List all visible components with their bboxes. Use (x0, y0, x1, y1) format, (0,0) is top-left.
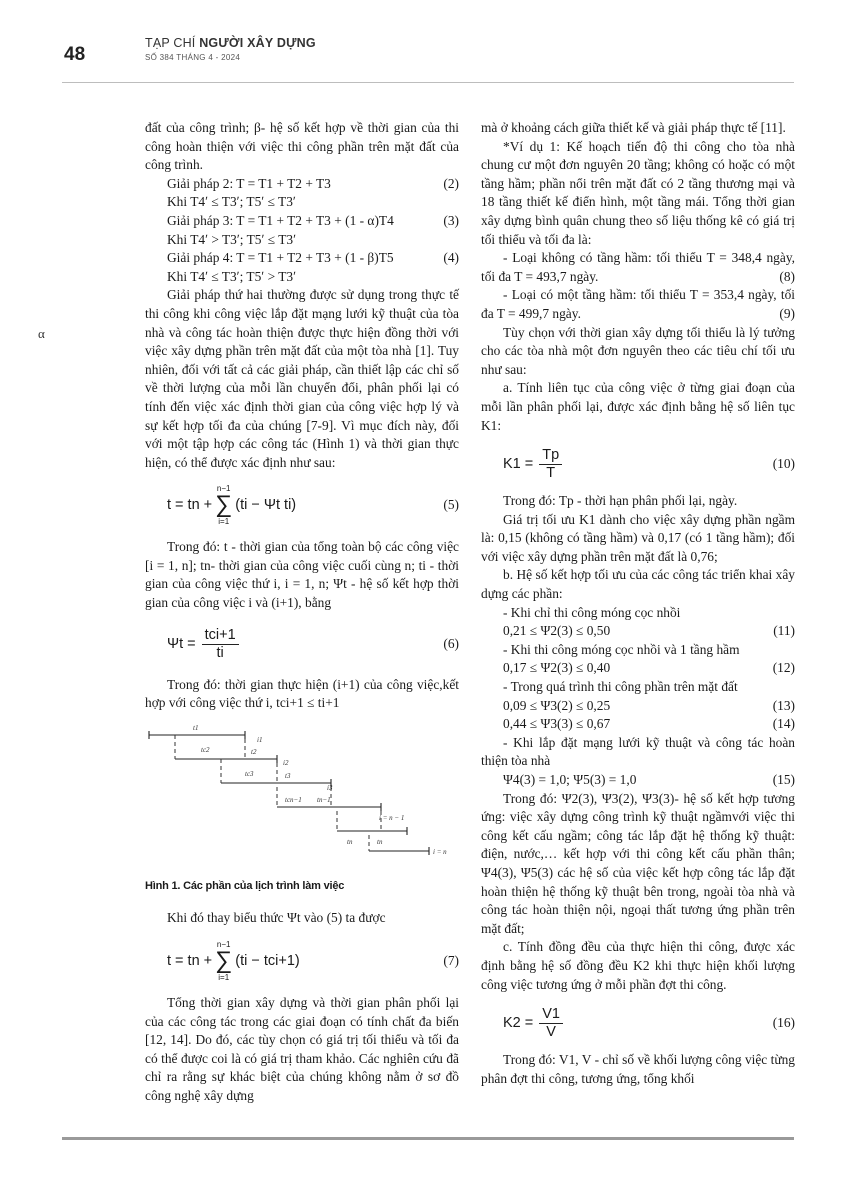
left-column (145, 119, 459, 1106)
left-p2: Giải pháp thứ hai thường được sử dụng trong thực tế thi công khi công việc lắp đặt mạng lưới kỹ thuật của tòa nhà và công tác hoàn thiện được thực hiện đồng thời với việc xây dựng phần trên mặt đất của một tòa nhà [1]. Tuy nhiên, đối với tất cả các giải pháp, cần thiết lập các chỉ số về thời lượng của mỗi lần chuyển đổi, phân phối lại có tính đến việc xác định thời gian của công việc hợp lý và sự kết hợp tối đa của chúng [7-9]. Vì mục đích này, đối với một tập hợp các công tác (Hình 1) và thời gian thực hiện, có thể được xác định như sau: (145, 287, 459, 470)
solution-2 (145, 175, 459, 194)
fraction (539, 447, 562, 482)
range-text: 0,17 ≤ Ψ2(3) ≤ 0,40 (503, 660, 611, 676)
eq-number: (8) (779, 268, 795, 284)
range-12 (481, 659, 795, 678)
eq7-lhs: t = tn + (167, 952, 213, 969)
fig-label: tc3 (245, 769, 254, 778)
margin-mark: α (38, 326, 45, 341)
solution-4-text: Giải pháp 4: T = T1 + T2 + T3 + (1 - β)T5 (167, 250, 394, 266)
eq-number: (9) (779, 305, 795, 321)
eq5-upper: n−1 (216, 484, 231, 494)
right-p4 (481, 286, 795, 323)
sum-symbol: n−1 ∑ i=1 (215, 484, 233, 527)
eq-number: (6) (443, 635, 459, 651)
page-number: 48 (64, 44, 86, 65)
solution-3 (145, 212, 459, 231)
eq-number: (7) (443, 952, 459, 968)
eq5-body: (ti − Ψt ti) (235, 496, 297, 513)
eq-number: (3) (443, 212, 459, 228)
solution-3-text: Giải pháp 3: T = T1 + T2 + T3 + (1 - α)T4 (167, 212, 394, 228)
eq6-lhs: Ψt = (167, 635, 196, 652)
right-p5: Tùy chọn với thời gian xây dựng tối thiểu là lý tưởng cho các tòa nhà một đơn nguyên theo các tiêu chí tối ưu như sau: (481, 324, 795, 377)
range-text: 0,21 ≤ Ψ2(3) ≤ 0,50 (503, 623, 611, 639)
eq-number: (16) (772, 1015, 795, 1031)
solution-2-text: Giải pháp 2: T = T1 + T2 + T3 (167, 175, 331, 191)
fraction (202, 627, 239, 662)
right-p14: Trong đó: Ψ2(3), Ψ3(2), Ψ3(3)- hệ số kết hợp tương ứng: việc xây dựng công trình kỹ thuật ngầmvới việc thi công kết cấu ngầm; công tác lắp đặt hệ thống kỹ thuật: điện, nước,… kết hợp với thi công kết cấu phần thân; Ψ4(3), Ψ5(3) các hệ số của việc kết hợp công tác lắp đặt hoàn thiện hệ thống kỹ thuật bên trong, ngoài tòa nhà và công tác hoàn thiện nội, ngoại thất tương ứng phần trên mặt đất; (481, 790, 795, 936)
figure-caption: Hình 1. Các phần của lịch trình làm việc (145, 879, 345, 892)
fig-label: t3 (285, 771, 291, 780)
range-11 (481, 622, 795, 641)
eq6-denominator: ti (216, 644, 224, 661)
eq7-lower: i=1 (218, 973, 230, 983)
right-p3 (481, 249, 795, 286)
left-p5: Khi đó thay biểu thức Ψt vào (5) ta được (167, 910, 386, 926)
header-rule (62, 82, 794, 83)
eq5-lhs: t = tn + (167, 496, 213, 513)
range-text: 0,09 ≤ Ψ3(2) ≤ 0,25 (503, 697, 611, 713)
solution-4-condition: Khi T4ʹ ≤ T3ʹ; T5ʹ > T3ʹ (167, 268, 297, 284)
eq10-lhs: K1 = (503, 456, 534, 473)
fig-label: i2 (283, 758, 289, 767)
solution-4 (145, 249, 459, 268)
equation-5 (145, 484, 459, 526)
eq-number: (12) (772, 660, 795, 676)
fig-label: t1 (193, 723, 199, 732)
solution-2-condition: Khi T4ʹ ≤ T3ʹ; T5ʹ ≤ T3ʹ (167, 194, 296, 210)
right-p16: Trong đó: V1, V - chỉ số về khối lượng công việc từng phân đợt thi công, tương ứng, tổng khối (481, 1052, 795, 1086)
right-p10: - Khi chỉ thi công móng cọc nhồi (503, 604, 681, 620)
fraction (539, 1006, 563, 1041)
right-p15: c. Tính đồng đều của thực hiện thi công, được xác định bằng hệ số đồng đều K2 khi thực hiện khối lượng công việc tương ứng ở mỗi phần đợt thi công. (481, 939, 795, 992)
eq7-upper: n−1 (216, 940, 231, 950)
fig-label: tn−1 (317, 795, 331, 804)
left-p6: Tổng thời gian xây dựng và thời gian phân phối lại của các công tác trong các giai đoạn có tính chất đa biến [12, 14]. Do đó, các tùy chọn có giá trị tối thiểu và tối đa có thể được coi là có giá trị tham khảo. Các nghiên cứu đã chỉ ra rằng sự khác biệt của chúng không nằm ở sơ đồ công nghệ xây dựng (145, 995, 459, 1103)
right-p11: - Khi thi công móng cọc nhồi và 1 tầng hầm (503, 641, 740, 657)
eq-number: (13) (772, 697, 795, 713)
fig-label: t2 (251, 747, 257, 756)
range-14 (481, 715, 795, 734)
fig-label: tn (377, 837, 383, 846)
journal-name: NGƯỜI XÂY DỰNG (199, 36, 316, 50)
journal-title (145, 36, 316, 50)
right-p7: Trong đó: Tp - thời hạn phân phối lại, ngày. (503, 493, 738, 509)
journal-prefix: TẠP CHÍ (145, 36, 196, 50)
eq-number: (2) (443, 175, 459, 191)
fig-label: i1 (257, 735, 263, 744)
footer-rule (62, 1137, 794, 1140)
eq16-lhs: K2 = (503, 1015, 534, 1032)
eq5-lower: i=1 (218, 517, 230, 527)
fig-label: i = n (433, 847, 447, 856)
right-p8: Giá trị tối ưu K1 dành cho việc xây dựng phần ngầm là: 0,15 (không có tầng hầm) và 0,17 (có 1 tầng hầm); đối với việc xây dựng phần trên mặt đất là 0,76; (481, 511, 795, 564)
eq-number: (10) (772, 456, 795, 472)
left-p4: Trong đó: thời gian thực hiện (i+1) của công việc,kết hợp với công việc thứ i, tci+1 ≤ ti+1 (145, 676, 459, 711)
eq-number: (4) (443, 250, 459, 266)
eq16-numerator: V1 (539, 1006, 563, 1024)
eq-number: (15) (772, 772, 795, 787)
type-no-basement: - Loại không có tầng hầm: tối thiểu T = 348,4 ngày, tối đa T = 493,7 ngày. (481, 250, 795, 284)
right-column (481, 119, 795, 1088)
fig-label: i = n − 1 (379, 813, 405, 822)
eq10-denominator: T (546, 465, 556, 482)
right-p6: a. Tính liên tục của công việc ở từng giai đoạn của mỗi lần phân phối lại, được xác định bằng hệ số liên tục K1: (481, 380, 795, 433)
right-p1: mà ở khoảng cách giữa thiết kế và giải pháp thực tế [11]. (481, 120, 786, 135)
equation-10 (481, 447, 795, 482)
right-p13: - Khi lắp đặt mạng lưới kỹ thuật và công tác hoàn thiện tòa nhà (481, 734, 795, 769)
eq10-numerator: Tp (539, 447, 562, 465)
left-p1: đất của công trình; β- hệ số kết hợp về thời gian của thi công hoàn thiện với việc thi công phần trên mặt đất của công trình. (145, 120, 459, 173)
fig-label: tn (347, 837, 353, 846)
right-p9: b. Hệ số kết hợp tối ưu của các công tác triển khai xây dựng các phần: (481, 567, 795, 602)
equation-6 (145, 627, 459, 662)
eq-number: (11) (773, 623, 795, 639)
eq-number: (5) (443, 496, 459, 512)
fig-label: i3 (327, 783, 333, 792)
right-p2: *Ví dụ 1: Kế hoạch tiến độ thi công cho tòa nhà chung cư một đơn nguyên 20 tầng; không có hoặc có một tầng hầm; phần nổi trên mặt đất có 2 tầng thương mại và 18 tầng thiết kế điển hình, một tầng mái. Tổng thời gian xây dựng bình quân chung theo số liệu thống kê có giá trị tối thiểu và tối đa là: (481, 138, 795, 247)
fig-label: tc2 (201, 745, 210, 754)
sum-symbol: n−1 ∑ i=1 (215, 940, 233, 983)
eq16-denominator: V (546, 1024, 556, 1041)
range-15 (481, 771, 795, 790)
left-p3: Trong đó: t - thời gian của tổng toàn bộ các công việc [i = 1, n]; tn- thời gian của công việc cuối cùng n; ti - thời gian của công việc thứ i, i = 1, n; Ψt - hệ số kết hợp thời gian của công việc i và (i+1), bằng (145, 539, 459, 611)
issue-line: SỐ 384 THÁNG 4 - 2024 (145, 53, 241, 62)
eq7-body: (ti − tci+1) (235, 952, 300, 969)
eq6-numerator: tci+1 (202, 627, 239, 645)
range-13 (481, 697, 795, 716)
fig-label: tcn−1 (285, 795, 302, 804)
type-one-basement: - Loại có một tầng hầm: tối thiểu T = 353,4 ngày, tối đa T = 499,7 ngày. (481, 287, 795, 321)
schedule-figure (145, 721, 459, 871)
eq-number: (14) (772, 716, 795, 732)
equation-16 (481, 1006, 795, 1041)
solution-3-condition: Khi T4ʹ > T3ʹ; T5ʹ ≤ T3ʹ (167, 231, 297, 247)
range-text: Ψ4(3) = 1,0; Ψ5(3) = 1,0 (503, 772, 637, 787)
right-p12: - Trong quá trình thi công phần trên mặt đất (503, 679, 738, 695)
equation-7 (145, 940, 459, 982)
range-text: 0,44 ≤ Ψ3(3) ≤ 0,67 (503, 716, 611, 732)
